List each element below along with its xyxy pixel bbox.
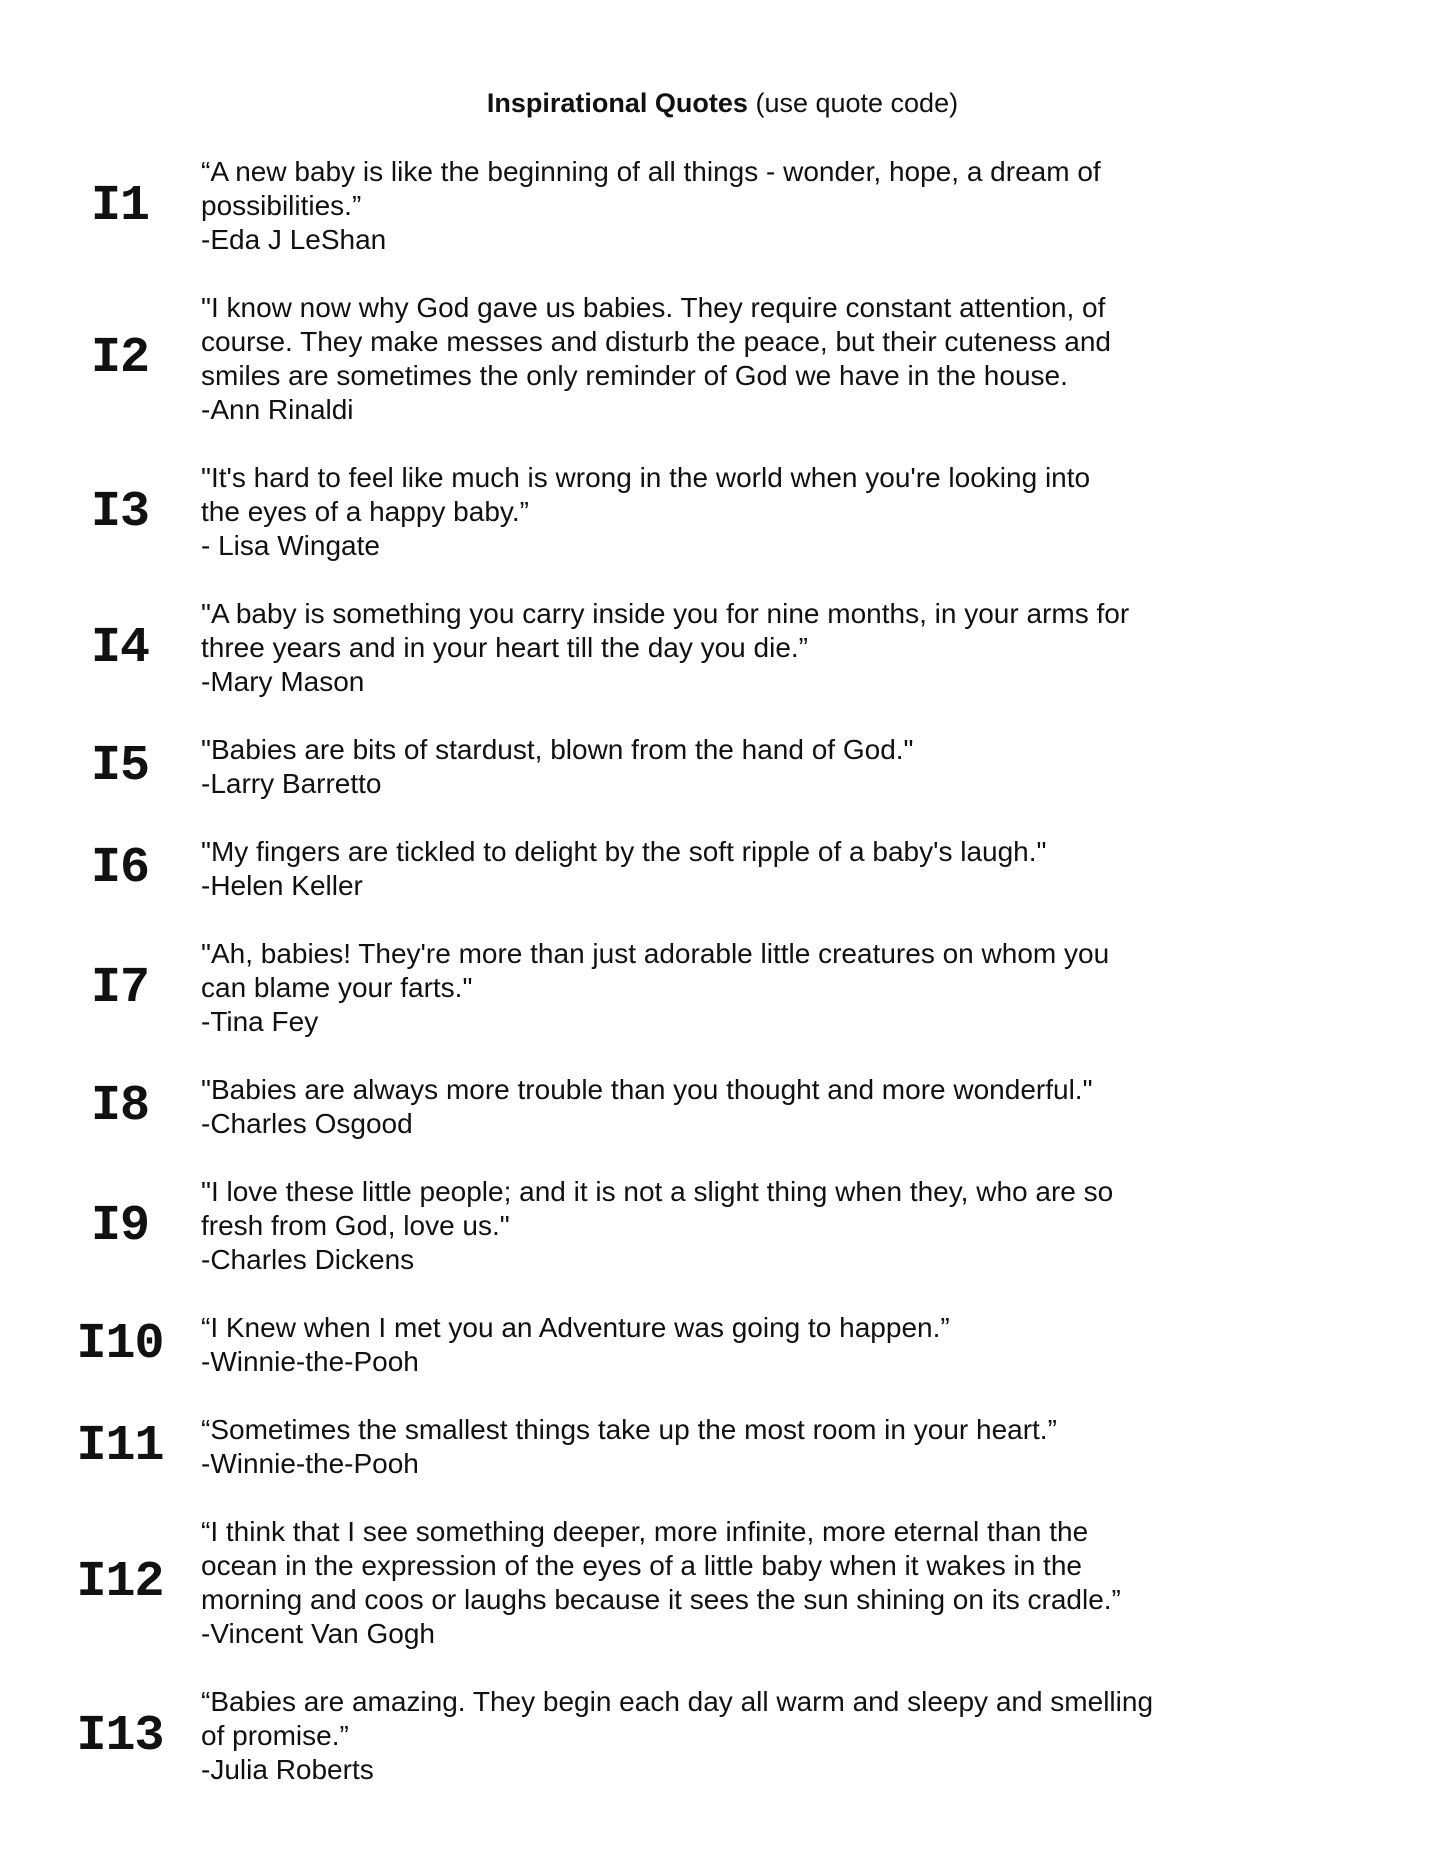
quote-text-line: the eyes of a happy baby.” xyxy=(201,496,529,527)
quote-body xyxy=(201,291,1331,427)
quote-code: I8 xyxy=(90,1078,149,1135)
quote-text-line: “Sometimes the smallest things take up the most room in your heart.” xyxy=(201,1414,1057,1445)
quote-code: I10 xyxy=(76,1316,164,1373)
quote-text-line: "A baby is something you carry inside you for nine months, in your arms for xyxy=(201,598,1130,629)
quote-text-line: "Babies are bits of stardust, blown from the hand of God." xyxy=(201,734,914,765)
quote-text-line: "My fingers are tickled to delight by the soft ripple of a baby's laugh." xyxy=(201,836,1047,867)
quote-author: -Helen Keller xyxy=(201,870,363,901)
page-title xyxy=(0,86,1445,120)
quote-text-line: morning and coos or laughs because it sees the sun shining on its cradle.” xyxy=(201,1584,1121,1615)
quote-code: I1 xyxy=(90,178,149,235)
quote-author: -Ann Rinaldi xyxy=(201,394,354,425)
quote-body xyxy=(201,1073,1331,1141)
quote-code: I3 xyxy=(90,484,149,541)
quote-body xyxy=(201,597,1331,699)
page-title-note: (use quote code) xyxy=(755,88,959,118)
quote-author: - Lisa Wingate xyxy=(201,530,380,561)
quote-body xyxy=(201,1685,1331,1787)
quote-text-line: possibilities.” xyxy=(201,190,362,221)
quote-body xyxy=(201,733,1331,801)
quote-text-line: “I think that I see something deeper, more infinite, more eternal than the xyxy=(201,1516,1089,1547)
quote-body xyxy=(201,937,1331,1039)
quote-code: I5 xyxy=(90,738,149,795)
quote-body xyxy=(201,1413,1331,1481)
quote-code: I6 xyxy=(90,840,149,897)
page-title-bold: Inspirational Quotes xyxy=(486,88,748,118)
quote-author: -Larry Barretto xyxy=(201,768,382,799)
quote-body xyxy=(201,835,1331,903)
quote-text-line: ocean in the expression of the eyes of a little baby when it wakes in the xyxy=(201,1550,1082,1581)
quote-text-line: “A new baby is like the beginning of all things - wonder, hope, a dream of xyxy=(201,156,1101,187)
quote-text-line: “I Knew when I met you an Adventure was going to happen.” xyxy=(201,1312,950,1343)
quote-code: I11 xyxy=(76,1418,164,1475)
quote-author: -Eda J LeShan xyxy=(201,224,387,255)
quote-author: -Winnie-the-Pooh xyxy=(201,1448,419,1479)
quote-text-line: can blame your farts." xyxy=(201,972,473,1003)
quote-code: I2 xyxy=(90,330,149,387)
quote-text-line: “Babies are amazing. They begin each day all warm and sleepy and smelling xyxy=(201,1686,1154,1717)
quote-text-line: three years and in your heart till the day you die.” xyxy=(201,632,809,663)
quote-author: -Charles Osgood xyxy=(201,1108,413,1139)
quote-text-line: course. They make messes and disturb the peace, but their cuteness and xyxy=(201,326,1111,357)
quote-code: I12 xyxy=(76,1554,164,1611)
quote-body xyxy=(201,155,1331,257)
quote-author: -Julia Roberts xyxy=(201,1754,374,1785)
quote-body xyxy=(201,461,1331,563)
quote-body xyxy=(201,1175,1331,1277)
quote-code: I7 xyxy=(90,960,149,1017)
quote-author: -Tina Fey xyxy=(201,1006,319,1037)
quote-text-line: "It's hard to feel like much is wrong in the world when you're looking into xyxy=(201,462,1091,493)
quote-body xyxy=(201,1311,1331,1379)
quote-author: -Mary Mason xyxy=(201,666,365,697)
quote-author: -Charles Dickens xyxy=(201,1244,415,1275)
quote-author: -Winnie-the-Pooh xyxy=(201,1346,419,1377)
quote-code: I13 xyxy=(76,1708,164,1765)
quote-text-line: smiles are sometimes the only reminder of God we have in the house. xyxy=(201,360,1068,391)
quote-body xyxy=(201,1515,1331,1651)
quote-code: I4 xyxy=(90,620,149,677)
quote-text-line: "Babies are always more trouble than you thought and more wonderful." xyxy=(201,1074,1093,1105)
quote-text-line: of promise.” xyxy=(201,1720,349,1751)
quote-text-line: "I love these little people; and it is not a slight thing when they, who are so xyxy=(201,1176,1114,1207)
quote-text-line: fresh from God, love us." xyxy=(201,1210,510,1241)
quote-text-line: "Ah, babies! They're more than just adorable little creatures on whom you xyxy=(201,938,1110,969)
quote-text-line: "I know now why God gave us babies. They require constant attention, of xyxy=(201,292,1106,323)
quote-code: I9 xyxy=(90,1198,149,1255)
quote-author: -Vincent Van Gogh xyxy=(201,1618,436,1649)
